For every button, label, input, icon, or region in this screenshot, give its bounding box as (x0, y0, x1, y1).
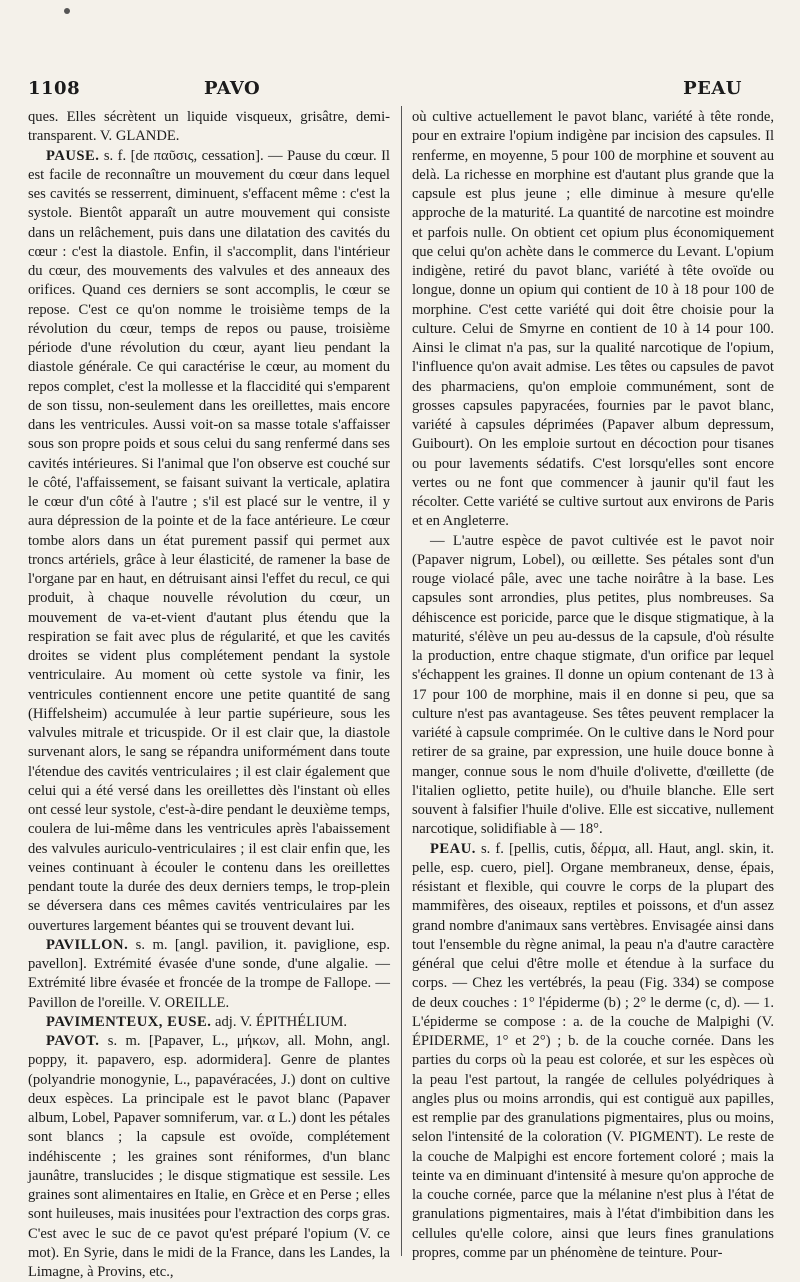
paragraph-pavot-noir (412, 532, 774, 840)
column-divider (401, 106, 402, 1256)
entry-continuation (412, 108, 774, 532)
entry-pavillon (28, 936, 390, 1013)
entry-continuation (28, 108, 390, 147)
right-column (412, 108, 774, 1261)
entry-text: s. m. [angl. pavilion, it. paviglione, esp. pavellon]. Extrémité évasée d'une sonde, d'une algalie. — Extrémité libre évasée et froncée de la trompe de Fallope. — Pavillon de l'oreille. V. OREILLE. (28, 936, 390, 1011)
paragraph-text: — L'autre espèce de pavot cultivée est le pavot noir (Papaver nigrum, Lobel), ou œillette. Ses pétales sont d'un rouge violacé pâle, avec une tache noirâtre à la base. Les capsules sont arrondies, plus petites, plus nombreuses. Sa déhiscence est poricide, parce que le disque stigmatique, à la maturité, s'élève un peu au-dessus de la capsule, d'où résulte la production, entre chaque stigmate, d'un orifice par lequel s'échappent les graines. Il donne un opium contenant de 13 à 17 pour 100 de morphine, mais il en donne si peu, que sa culture n'est pas avantageuse. Ses têtes peuvent remplacer la variété à capsule comprimée. On le cultive dans le Nord pour retirer de sa graine, par expression, une huile douce bonne à manger, connue sous le nom d'huile d'olivette, d'œillette (de l'italien oglietto, petite huile), ou d'huile blanche. Elle sert souvent à falsifier l'huile d'olive. Elle est siccative, nullement narcotique, solidifiable à — 18°. (412, 532, 774, 838)
headword: PEAU. (430, 840, 476, 857)
entry-text: s. f. [pellis, cutis, δέρμα, all. Haut, angl. skin, it. pelle, esp. cuero, piel]. Organe membraneux, dense, épais, résistant et flexible, qui couvre le corps de la plupart des mammifères, des oiseaux, reptiles et poissons, et d'un assez grand nombre d'animaux sans vertèbres. Envisagée ainsi dans tout l'ensemble du règne animal, la peau n'a d'autre caractère général que celui d'être molle et étendue à la surface du corps. — Chez les vertébrés, la peau (Fig. 334) se compose de deux couches : 1° l'épiderme (b) ; 2° le derme (c, d). — 1. L'épiderme se compose : a. de la couche de Malpighi (V. ÉPIDERME, 1° et 2°) ; b. de la couche cornée. Dans les parties du corps où la peau est colorée, et sur les espèces où la peau l'est partout, la rangée de cellules polyédriques à angles plus ou moins arrondis, qui est contiguë aux papilles, est remplie par des granulations pigmentaires, plus ou moins, selon l'intensité de la coloration (V. PIGMENT). Le reste de la couche de Malpighi est encore fortement coloré ; mais la teinte va en diminuant d'intensité à mesure qu'on approche de la couche cornée, parce que la mélanine n'est plus à l'état de granulations pigmentaires, mais à l'état d'imbibition dans les cellules qu'elle colore, ainsi que leurs fines granulations propres, comme par un phénomène de teinture. Pour- (412, 840, 774, 1261)
entry-peau (412, 840, 774, 1264)
entry-text: s. f. [de παῦσις, cessation]. — Pause du cœur. Il est facile de reconnaître un mouvement du cœur dans lequel ses cavités se resserrent, diminuent, s'effacent même : c'est la systole. Bientôt apparaît un autre mouvement qui consiste dans un relâchement, puis dans une dilatation des cavités du cœur : c'est la diastole. Enfin, il s'accomplit, dans l'intérieur du cœur, des mouvements des valvules et des anneaux des orifices. Quand ces derniers se sont accomplis, le cœur se repose. C'est ce qu'on nomme le troisième temps de la révolution du cœur, temps de repos ou pause, troisième période d'une révolution du cœur, ayant lieu pendant la diastole générale. Ce qui caractérise le cœur, au moment du repos complet, c'est la mollesse et la flaccidité qui s'emparent de son tissu, non-seulement dans les oreillettes, mais encore dans les ventricules. Aussi voit-on sa masse totale s'affaisser sous son propre poids et sous celui du sang renfermé dans ses cavités intérieures. Si l'animal que l'on observe est couché sur le côté, l'affaissement, se faisant suivant la verticale, aplatira le cœur d'un côté à l'autre ; s'il est placé sur le ventre, il y aura dépression de la pointe et de la face antérieure. Le cœur tombe alors dans un état purement passif qui permet aux troncs artériels, grâce à leur élasticité, de ramener la base de l'organe par en haut, en détruisant ainsi l'effet du recul, ce qui produit, à chaque nouvelle révolution du cœur, un mouvement de va-et-vient d'autant plus étendu que la respiration se fait avec plus de régularité, et que les cavités droites se vident plus complétement pendant la systole ventriculaire. Au moment où cette systole va finir, les ventricules contiennent encore une petite quantité de sang (Hiffelsheim) accumulée à leur partie supérieure, sous les valvules mitrale et tricuspide. Or il est clair que, la diastole survenant alors, le sang se répandra uniformément dans toute l'étendue des cavités ventriculaires ; il est clair également que celui qui a été versé dans les oreillettes dès l'instant où elles ont cessé leur systole, c'est-à-dire pendant le deuxième temps, coulera de lui-même dans les ventricules après l'abaissement des valvules auriculo-ventriculaires ; il est clair enfin que, les veines continuant à écouler le contenu dans les oreillettes pendant toute la durée des deux derniers temps, le trop-plein se déversera dans ces mêmes cavités ventriculaires par les ouvertures largement béantes qui se trouvent devant lui. (28, 147, 390, 934)
headword: PAVILLON. (46, 936, 129, 953)
entry-text: s. m. [Papaver, L., μήκων, all. Mohn, angl. poppy, it. papavero, esp. adormidera]. Genre de plantes (polyandrie monogynie, L., papavéracées, J.) dont on cultive deux espèces. La principale est le pavot blanc (Papaver album, Lobel, Papaver somniferum, var. α L.) dont les pétales sont blancs ; la capsule est ovoïde, complétement indéhiscente ; les graines sont réniformes, d'un blanc jaunâtre, translucides ; le disque stigmatique est sessile. Les graines sont alimentaires en Italie, en Grèce et en Perse ; elles sont huileuses, mais inusitées pour l'extraction des corps gras. C'est avec le suc de ce pavot qu'est préparé l'opium (V. ce mot). En Syrie, dans le midi de la France, dans les Landes, la Limagne, à Provins, etc., (28, 1033, 390, 1280)
headword: PAUSE. (46, 147, 100, 164)
running-header (28, 78, 780, 104)
headword: PAVIMENTEUX, EUSE. (46, 1013, 212, 1030)
left-column (28, 108, 390, 1280)
page-number: 1108 (28, 78, 81, 99)
paragraph-text: ques. Elles sécrètent un liquide visqueux, grisâtre, demi-transparent. V. GLANDE. (28, 109, 390, 145)
entry-text: adj. V. ÉPITHÉLIUM. (211, 1013, 348, 1030)
entry-pavimenteux (28, 1013, 390, 1032)
right-running-head: PEAU (683, 78, 742, 99)
paragraph-text: où cultive actuellement le pavot blanc, variété à tête ronde, pour en extraire l'opium indigène par incision des capsules. Il renferme, en moyenne, 5 pour 100 de morphine et souvent au delà. La richesse en morphine est d'autant plus grande que la capsule est plus jeune ; elle diminue à mesure qu'elle approche de la maturité. La quantité de narcotine est moindre et parfois nulle. On obtient cet opium plus économiquement que celui qu'on achète dans le commerce du Levant. L'opium indigène, retiré du pavot blanc, variété à tête ovoïde ou longue, donne un opium qui contient de 10 à 18 pour 100 de morphine. C'est cette variété qui doit être choisie pour la culture. Celui de Smyrne en contient de 10 à 14 pour 100. Ainsi le climat n'a pas, sur la qualité narcotique de l'opium, l'influence qu'on avait admise. Les têtes ou capsules de pavot des pharmaciens, qu'on emploie communément, sont de grosses capsules papyracées, fournies par le pavot blanc, variété à capsules déprimées (Papaver album depressum, Guibourt). On les emploie surtout en décoction pour tisanes ou pour lavements sédatifs. C'est lorsqu'elles sont encore vertes ou ne font que commencer à jaunir qu'il faut les récolter. Cette variété se cultive surtout aux environs de Paris et en Angleterre. (412, 109, 774, 530)
left-running-head: PAVO (204, 78, 261, 99)
entry-pavot (28, 1032, 390, 1282)
page-speck (64, 8, 70, 14)
entry-pause (28, 147, 390, 936)
headword: PAVOT. (46, 1033, 100, 1049)
